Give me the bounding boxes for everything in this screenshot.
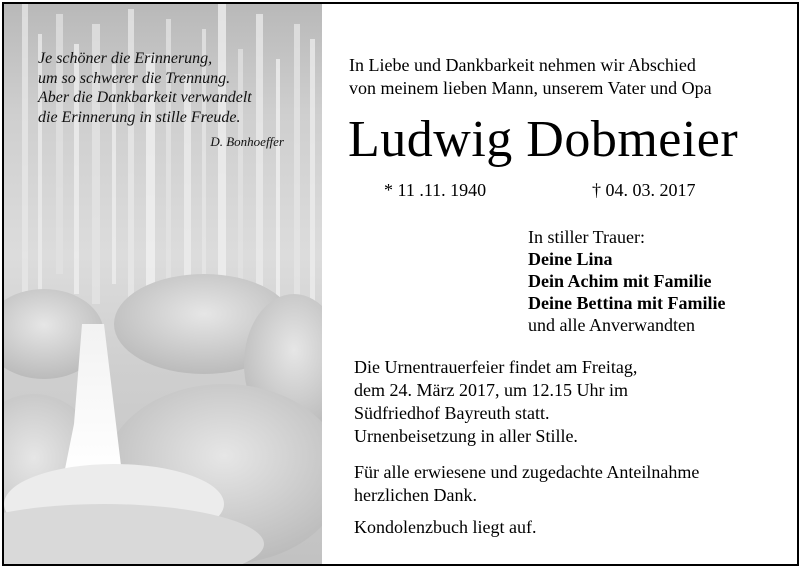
intro-line: In Liebe und Dankbarkeit nehmen wir Abschied <box>349 55 696 75</box>
mourners-block <box>528 226 725 336</box>
thanks-text <box>354 461 699 507</box>
service-line: Südfriedhof Bayreuth statt. <box>354 403 550 423</box>
obituary-notice <box>2 2 799 566</box>
quote-line: Aber die Dankbarkeit verwandelt <box>38 89 252 106</box>
quote-line: Je schöner die Erinnerung, <box>38 50 213 67</box>
mourner-name: Dein Achim mit Familie <box>528 271 712 291</box>
mourners-heading: In stiller Trauer: <box>528 227 645 247</box>
mourner-name: Deine Bettina mit Familie <box>528 293 726 313</box>
quote-text <box>38 49 288 127</box>
birth-date: * 11 .11. 1940 <box>384 180 487 200</box>
service-line: Urnenbeisetzung in aller Stille. <box>354 426 578 446</box>
intro-text <box>349 54 712 100</box>
waterfall-photo <box>4 4 322 564</box>
quote-line: die Erinnerung in stille Freude. <box>38 108 241 126</box>
thanks-line: herzlichen Dank. <box>354 485 477 505</box>
deceased-name: Ludwig Dobmeier <box>348 111 739 168</box>
mourners-closing: und alle Anverwandten <box>528 315 695 335</box>
death-date: † 04. 03. 2017 <box>592 180 696 200</box>
quote-author: D. Bonhoeffer <box>210 134 284 149</box>
intro-line: von meinem lieben Mann, unserem Vater und Opa <box>349 78 712 98</box>
thanks-line: Für alle erwiesene und zugedachte Anteilnahme <box>354 462 700 482</box>
service-info <box>354 356 637 448</box>
quote-line: um so schwerer die Trennung. <box>38 69 231 87</box>
service-line: Die Urnentrauerfeier findet am Freitag, <box>354 357 638 377</box>
mourner-name: Deine Lina <box>528 249 613 269</box>
condolence-note: Kondolenzbuch liegt auf. <box>354 517 537 537</box>
service-line: dem 24. März 2017, um 12.15 Uhr im <box>354 380 628 400</box>
